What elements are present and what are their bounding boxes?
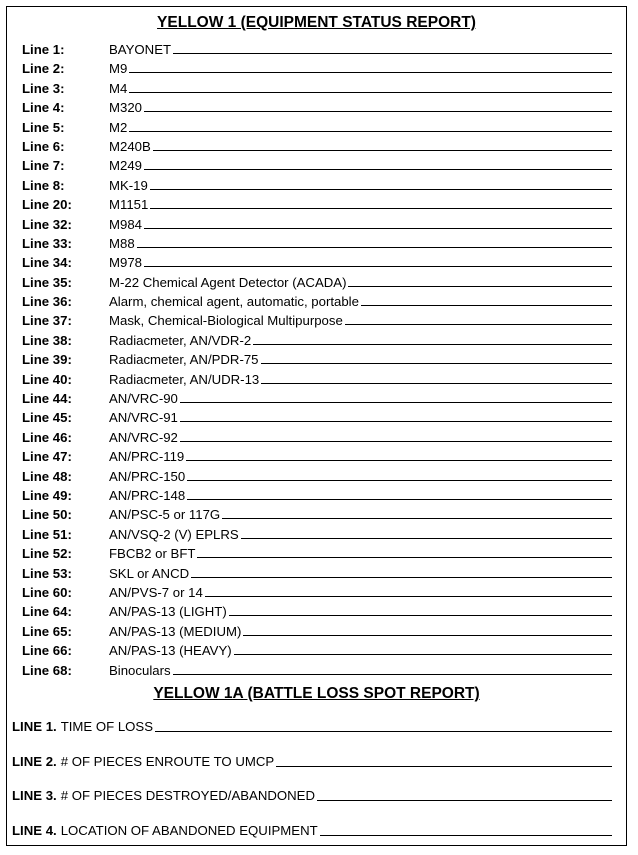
list-item — [22, 525, 612, 544]
list-item — [22, 253, 612, 272]
fill-in-blank[interactable] — [345, 311, 612, 325]
line-number: Line 38: — [22, 331, 72, 350]
line-number: Line 68: — [22, 661, 72, 680]
line-description: TIME OF LOSS — [61, 717, 153, 752]
line-number: Line 39: — [22, 350, 72, 369]
list-item — [22, 273, 612, 292]
line-number: Line 66: — [22, 641, 72, 660]
line-number: Line 3: — [22, 79, 65, 98]
equipment-name: AN/PAS-13 (MEDIUM) — [109, 622, 241, 641]
list-item — [22, 137, 612, 156]
line-number: Line 34: — [22, 253, 72, 272]
list-item — [22, 428, 612, 447]
fill-in-blank[interactable] — [205, 583, 612, 597]
equipment-name: M-22 Chemical Agent Detector (ACADA) — [109, 273, 346, 292]
equipment-name: Radiacmeter, AN/PDR-75 — [109, 350, 259, 369]
fill-in-blank[interactable] — [241, 525, 612, 539]
equipment-entry — [109, 118, 612, 137]
fill-in-blank[interactable] — [234, 641, 612, 655]
equipment-entry — [109, 525, 612, 544]
list-item — [22, 59, 612, 78]
fill-in-blank[interactable] — [129, 79, 612, 93]
fill-in-blank[interactable] — [144, 98, 612, 112]
equipment-name: M4 — [109, 79, 127, 98]
equipment-entry — [109, 564, 612, 583]
list-item — [22, 156, 612, 175]
equipment-status-list — [22, 40, 612, 680]
line-number: Line 47: — [22, 447, 72, 466]
equipment-name: MK-19 — [109, 176, 148, 195]
fill-in-blank[interactable] — [144, 156, 612, 170]
list-item — [12, 717, 612, 752]
list-item — [22, 544, 612, 563]
list-item — [12, 786, 612, 821]
equipment-name: Binoculars — [109, 661, 171, 680]
fill-in-blank[interactable] — [137, 234, 612, 248]
list-item — [22, 408, 612, 427]
fill-in-blank[interactable] — [180, 428, 612, 442]
line-number: Line 46: — [22, 428, 72, 447]
line-number: Line 4: — [22, 98, 65, 117]
equipment-entry — [109, 350, 612, 369]
list-item — [22, 641, 612, 660]
list-item — [12, 752, 612, 787]
line-number: Line 32: — [22, 215, 72, 234]
equipment-entry — [109, 544, 612, 563]
line-number: Line 5: — [22, 118, 65, 137]
list-item — [22, 350, 612, 369]
equipment-entry — [109, 583, 612, 602]
list-item — [12, 821, 612, 855]
list-item — [22, 622, 612, 641]
fill-in-blank[interactable] — [129, 118, 612, 132]
equipment-name: M984 — [109, 215, 142, 234]
line-number: Line 2: — [22, 59, 65, 78]
equipment-entry — [109, 79, 612, 98]
equipment-name: AN/PAS-13 (HEAVY) — [109, 641, 232, 660]
equipment-name: AN/PAS-13 (LIGHT) — [109, 602, 227, 621]
equipment-entry — [109, 234, 612, 253]
fill-in-blank[interactable] — [144, 253, 612, 267]
equipment-name: AN/PSC-5 or 117G — [109, 505, 220, 524]
equipment-name: M9 — [109, 59, 127, 78]
equipment-name: M2 — [109, 118, 127, 137]
fill-in-blank[interactable] — [197, 544, 612, 558]
line-number: Line 53: — [22, 564, 72, 583]
line-number: Line 44: — [22, 389, 72, 408]
line-number: LINE 2. — [12, 752, 57, 787]
equipment-name: SKL or ANCD — [109, 564, 189, 583]
line-number: Line 36: — [22, 292, 72, 311]
equipment-entry — [109, 311, 612, 330]
line-number: Line 7: — [22, 156, 65, 175]
fill-in-blank[interactable] — [173, 40, 612, 54]
fill-in-blank[interactable] — [261, 370, 612, 384]
line-number: Line 8: — [22, 176, 65, 195]
yellow1a-title: YELLOW 1A (BATTLE LOSS SPOT REPORT) — [7, 685, 626, 703]
fill-in-blank[interactable] — [144, 215, 612, 229]
line-number: Line 60: — [22, 583, 72, 602]
equipment-entry — [109, 40, 612, 59]
list-item — [22, 98, 612, 117]
line-number: Line 37: — [22, 311, 72, 330]
equipment-name: AN/VRC-92 — [109, 428, 178, 447]
equipment-name: BAYONET — [109, 40, 171, 59]
fill-in-blank[interactable] — [276, 752, 612, 767]
equipment-name: AN/PVS-7 or 14 — [109, 583, 203, 602]
fill-in-blank[interactable] — [187, 467, 612, 481]
equipment-entry — [109, 292, 612, 311]
equipment-entry — [109, 486, 612, 505]
fill-in-blank[interactable] — [186, 447, 612, 461]
line-number: Line 64: — [22, 602, 72, 621]
fill-in-blank[interactable] — [129, 59, 612, 73]
equipment-entry — [109, 505, 612, 524]
line-number: Line 52: — [22, 544, 72, 563]
equipment-entry — [109, 156, 612, 175]
list-item — [22, 176, 612, 195]
fill-in-blank[interactable] — [191, 564, 612, 578]
battle-loss-list — [12, 717, 612, 855]
equipment-name: AN/VRC-91 — [109, 408, 178, 427]
equipment-name: AN/PRC-150 — [109, 467, 185, 486]
equipment-entry — [109, 137, 612, 156]
equipment-entry — [109, 661, 612, 680]
line-number: Line 33: — [22, 234, 72, 253]
equipment-entry — [109, 389, 612, 408]
fill-in-blank[interactable] — [253, 331, 612, 345]
fill-in-blank[interactable] — [150, 195, 612, 209]
equipment-name: Alarm, chemical agent, automatic, portable — [109, 292, 359, 311]
yellow1-title: YELLOW 1 (EQUIPMENT STATUS REPORT) — [7, 14, 626, 32]
equipment-entry — [109, 273, 612, 292]
line-description: # OF PIECES ENROUTE TO UMCP — [61, 752, 274, 787]
list-item — [22, 661, 612, 680]
list-item — [22, 564, 612, 583]
equipment-entry — [109, 641, 612, 660]
fill-in-blank[interactable] — [261, 350, 612, 364]
fill-in-blank[interactable] — [180, 389, 612, 403]
equipment-entry — [109, 602, 612, 621]
list-item — [22, 467, 612, 486]
equipment-name: AN/PRC-148 — [109, 486, 185, 505]
fill-in-blank[interactable] — [320, 821, 612, 836]
equipment-entry — [109, 253, 612, 272]
fill-in-blank[interactable] — [317, 786, 612, 801]
equipment-name: AN/VRC-90 — [109, 389, 178, 408]
fill-in-blank[interactable] — [222, 505, 612, 519]
equipment-name: M249 — [109, 156, 142, 175]
line-number: Line 35: — [22, 273, 72, 292]
equipment-entry — [109, 370, 612, 389]
line-number: Line 6: — [22, 137, 65, 156]
report-form — [6, 6, 627, 846]
list-item — [22, 389, 612, 408]
equipment-entry — [109, 408, 612, 427]
equipment-name: AN/PRC-119 — [109, 447, 184, 466]
fill-in-blank[interactable] — [153, 137, 612, 151]
list-item — [22, 370, 612, 389]
line-number: Line 45: — [22, 408, 72, 427]
line-number: Line 49: — [22, 486, 72, 505]
line-description: # OF PIECES DESTROYED/ABANDONED — [61, 786, 315, 821]
fill-in-blank[interactable] — [348, 273, 612, 287]
equipment-entry — [109, 215, 612, 234]
fill-in-blank[interactable] — [173, 661, 612, 675]
equipment-name: Radiacmeter, AN/UDR-13 — [109, 370, 259, 389]
list-item — [22, 331, 612, 350]
line-number: Line 51: — [22, 525, 72, 544]
equipment-name: M978 — [109, 253, 142, 272]
equipment-name: FBCB2 or BFT — [109, 544, 195, 563]
equipment-name: Mask, Chemical-Biological Multipurpose — [109, 311, 343, 330]
list-item — [22, 505, 612, 524]
equipment-entry — [109, 59, 612, 78]
equipment-entry — [109, 98, 612, 117]
line-number: Line 48: — [22, 467, 72, 486]
list-item — [22, 234, 612, 253]
fill-in-blank[interactable] — [187, 486, 612, 500]
fill-in-blank[interactable] — [150, 176, 612, 190]
list-item — [22, 40, 612, 59]
list-item — [22, 602, 612, 621]
equipment-entry — [109, 467, 612, 486]
list-item — [22, 195, 612, 214]
equipment-name: M1151 — [109, 195, 148, 214]
line-number: Line 40: — [22, 370, 72, 389]
fill-in-blank[interactable] — [155, 717, 612, 732]
fill-in-blank[interactable] — [243, 622, 612, 636]
equipment-name: M88 — [109, 234, 135, 253]
line-number: LINE 1. — [12, 717, 57, 752]
fill-in-blank[interactable] — [229, 602, 612, 616]
line-number: Line 65: — [22, 622, 72, 641]
equipment-name: AN/VSQ-2 (V) EPLRS — [109, 525, 239, 544]
list-item — [22, 79, 612, 98]
line-number: LINE 4. — [12, 821, 57, 855]
line-description: LOCATION OF ABANDONED EQUIPMENT — [61, 821, 318, 855]
fill-in-blank[interactable] — [361, 292, 612, 306]
equipment-entry — [109, 622, 612, 641]
equipment-name: M240B — [109, 137, 151, 156]
line-number: Line 50: — [22, 505, 72, 524]
equipment-name: Radiacmeter, AN/VDR-2 — [109, 331, 251, 350]
equipment-entry — [109, 331, 612, 350]
line-number: Line 1: — [22, 40, 65, 59]
list-item — [22, 292, 612, 311]
equipment-entry — [109, 428, 612, 447]
line-number: Line 20: — [22, 195, 72, 214]
list-item — [22, 215, 612, 234]
list-item — [22, 486, 612, 505]
equipment-entry — [109, 176, 612, 195]
list-item — [22, 118, 612, 137]
equipment-name: M320 — [109, 98, 142, 117]
list-item — [22, 583, 612, 602]
fill-in-blank[interactable] — [180, 408, 612, 422]
line-number: LINE 3. — [12, 786, 57, 821]
equipment-entry — [109, 195, 612, 214]
list-item — [22, 447, 612, 466]
equipment-entry — [109, 447, 612, 466]
list-item — [22, 311, 612, 330]
